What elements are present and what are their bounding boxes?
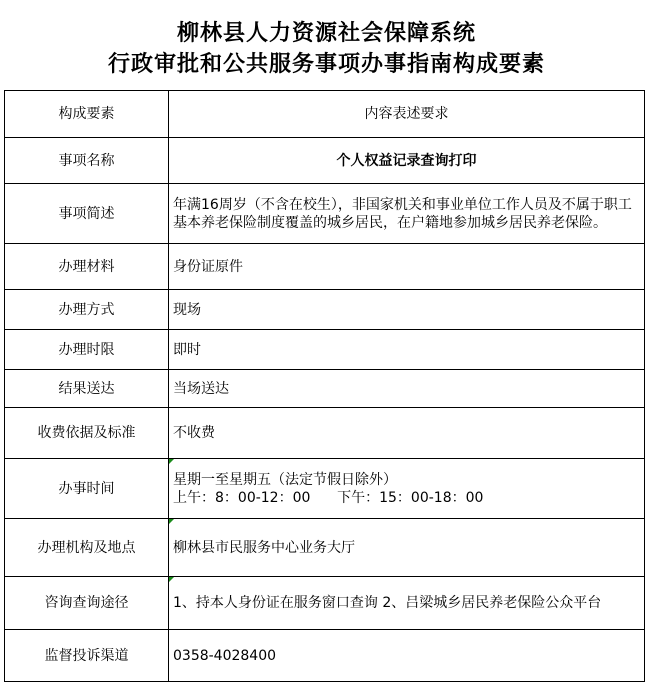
guide-table — [4, 90, 645, 682]
row-value: 年满16周岁（不含在校生），非国家机关和事业单位工作人员及不属于职工基本养老保险制度覆盖的城乡居民，在户籍地参加城乡居民养老保险。 — [169, 184, 645, 244]
row-label: 办理材料 — [5, 244, 169, 290]
table-row — [5, 408, 645, 459]
table-row — [5, 519, 645, 577]
row-value: 当场送达 — [169, 370, 645, 408]
table-header-row — [5, 91, 645, 138]
table-row — [5, 184, 645, 244]
row-value: 现场 — [169, 290, 645, 330]
row-value: 身份证原件 — [169, 244, 645, 290]
table-row — [5, 370, 645, 408]
row-label: 办理时限 — [5, 330, 169, 370]
row-label: 监督投诉渠道 — [5, 630, 169, 682]
row-value: 星期一至星期五（法定节假日除外） 上午：8：00-12：00 下午：15：00-18：00 — [169, 459, 645, 519]
row-label: 咨询查询途径 — [5, 577, 169, 630]
row-label: 事项名称 — [5, 138, 169, 184]
row-value: 不收费 — [169, 408, 645, 459]
table-row — [5, 630, 645, 682]
document-subtitle: 行政审批和公共服务事项办事指南构成要素 — [107, 52, 545, 77]
table-row — [5, 577, 645, 630]
row-label: 结果送达 — [5, 370, 169, 408]
row-value: 即时 — [169, 330, 645, 370]
row-value: 个人权益记录查询打印 — [169, 138, 645, 184]
row-label: 办理方式 — [5, 290, 169, 330]
row-label: 事项简述 — [5, 184, 169, 244]
table-row — [5, 290, 645, 330]
row-label: 收费依据及标准 — [5, 408, 169, 459]
row-label: 办事时间 — [5, 459, 169, 519]
table-row — [5, 138, 645, 184]
table-row — [5, 330, 645, 370]
row-value: 柳林县市民服务中心业务大厅 — [169, 519, 645, 577]
table-row — [5, 459, 645, 519]
header-element: 构成要素 — [5, 91, 169, 138]
row-label: 办理机构及地点 — [5, 519, 169, 577]
row-value: 1、持本人身份证在服务窗口查询 2、吕梁城乡居民养老保险公众平台 — [169, 577, 645, 630]
table-row — [5, 244, 645, 290]
document-title: 柳林县人力资源社会保障系统 — [176, 21, 476, 46]
header-content: 内容表述要求 — [169, 91, 645, 138]
row-value: 0358-4028400 — [169, 630, 645, 682]
